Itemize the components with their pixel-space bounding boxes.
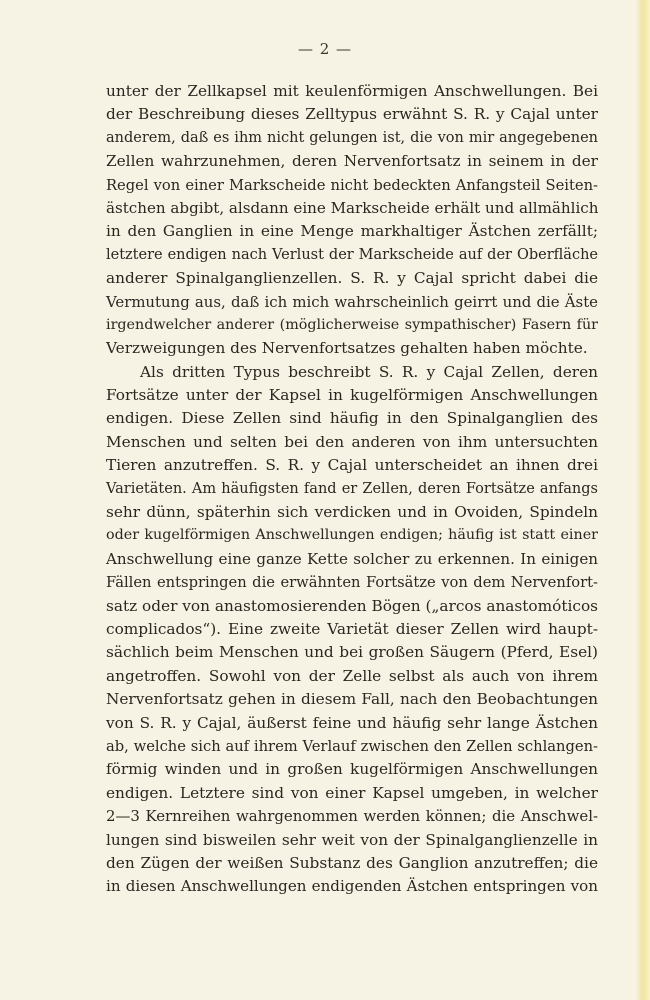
page-edge: [636, 0, 650, 1000]
text-line: satz oder von anastomosierenden Bögen („arcos anastomóticos: [106, 596, 598, 615]
text-line: den Zügen der weißen Substanz des Ganglion anzutreffen; die: [106, 853, 598, 872]
text-line: Als dritten Typus beschreibt S. R. y Cajal Zellen, deren: [140, 362, 598, 381]
text-line: Fortsätze unter der Kapsel in kugelförmigen Anschwellungen: [106, 386, 598, 405]
text-line: Verzweigungen des Nervenfortsatzes gehalten haben möchte.: [106, 339, 588, 358]
text-line: Menschen und selten bei den anderen von ihm untersuchten: [106, 432, 598, 451]
text-line: anderer Spinalganglienzellen. S. R. y Cajal spricht dabei die: [106, 269, 598, 288]
text-line: Nervenfortsatz gehen in diesem Fall, nach den Beobachtungen: [106, 690, 598, 709]
page-number: — 2 —: [297, 40, 353, 58]
text-line: ästchen abgibt, alsdann eine Markscheide erhält und allmählich: [106, 198, 599, 217]
text-line: 2—3 Kernreihen wahrgenommen werden können; die Anschwel-: [106, 807, 598, 826]
text-line: unter der Zellkapsel mit keulenförmigen Anschwellungen. Bei: [106, 82, 598, 100]
text-line: in diesen Anschwellungen endigenden Ästchen entspringen von: [106, 877, 598, 896]
text-line: der Beschreibung dieses Zelltypus erwähnt S. R. y Cajal unter: [106, 105, 598, 124]
text-line: letztere endigen nach Verlust der Markscheide auf der Oberfläche: [106, 246, 598, 263]
text-line: Varietäten. Am häufigsten fand er Zellen, deren Fortsätze anfangs: [106, 480, 598, 497]
text-line: endigen. Diese Zellen sind häufig in den Spinalganglien des: [106, 409, 598, 428]
text-line: endigen. Letztere sind von einer Kapsel umgeben, in welcher: [106, 783, 598, 802]
text-line: oder kugelförmigen Anschwellungen endigen; häufig ist statt einer: [106, 527, 598, 544]
text-line: lungen sind bisweilen sehr weit von der Spinalganglienzelle in: [106, 830, 598, 849]
text-line: Regel von einer Markscheide nicht bedeckten Anfangsteil Seiten-: [106, 176, 598, 194]
text-line: Anschwellung eine ganze Kette solcher zu erkennen. In einigen: [106, 549, 598, 568]
text-line: sehr dünn, späterhin sich verdicken und in Ovoiden, Spindeln: [106, 503, 598, 522]
text-line: Zellen wahrzunehmen, deren Nervenfortsatz in seinem in der: [106, 152, 598, 171]
text-line: complicados“). Eine zweite Varietät dieser Zellen wird haupt-: [106, 619, 598, 638]
text-line: irgendwelcher anderer (möglicherweise sympathischer) Fasern für: [106, 316, 598, 333]
text-line: förmig winden und in großen kugelförmigen Anschwellungen: [106, 760, 598, 779]
text-line: Vermutung aus, daß ich mich wahrscheinlich geirrt und die Äste: [106, 292, 598, 311]
text-line: angetroffen. Sowohl von der Zelle selbst als auch von ihrem: [106, 666, 598, 685]
text-line: Fällen entspringen die erwähnten Fortsätze von dem Nervenfort-: [106, 574, 598, 592]
text-line: in den Ganglien in eine Menge markhaltiger Ästchen zerfällt;: [106, 222, 598, 241]
text-line: anderem, daß es ihm nicht gelungen ist, die von mir angegebenen: [106, 129, 598, 146]
text-line: Tieren anzutreffen. S. R. y Cajal unterscheidet an ihnen drei: [106, 456, 598, 475]
text-line: sächlich beim Menschen und bei großen Säugern (Pferd, Esel): [106, 643, 598, 662]
text-line: von S. R. y Cajal, äußerst feine und häufig sehr lange Ästchen: [106, 713, 598, 732]
body-text: [106, 80, 598, 899]
text-line: ab, welche sich auf ihrem Verlauf zwischen den Zellen schlangen-: [106, 737, 598, 755]
